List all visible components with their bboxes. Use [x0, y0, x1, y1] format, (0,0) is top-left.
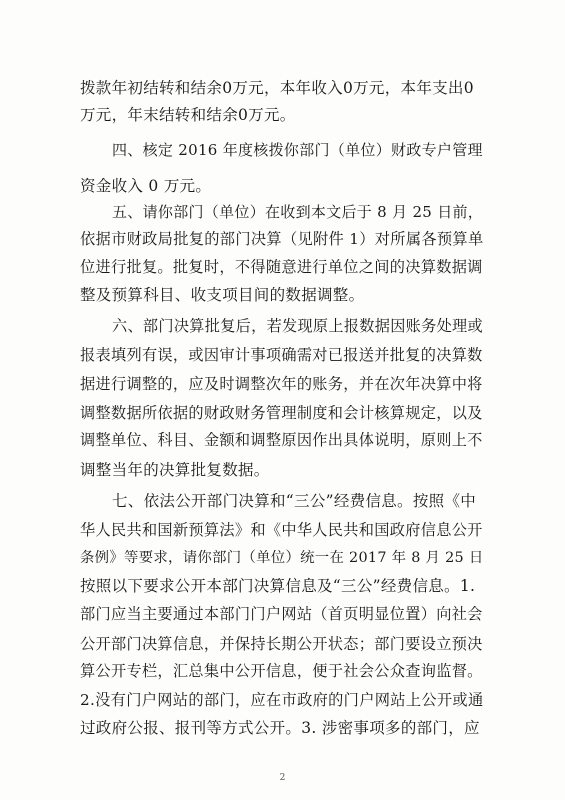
text-line: 调整数据所依据的财政财务管理制度和会计核算规定，以及 [80, 404, 483, 422]
text-line: 据进行调整的，应及时调整次年的账务，并在次年决算中将 [80, 375, 483, 393]
text-line: 公开部门决算信息，并保持长期公开状态；部门要设立预决 [80, 635, 483, 653]
text-line: 条例》等要求，请你部门（单位）统一在 2017 年 8 月 25 日 [80, 550, 484, 566]
text-line: 调整当年的决算批复数据。 [80, 461, 270, 479]
text-line: 依据市财政局批复的部门决算（见附件 1）对所属各预算单 [80, 230, 484, 248]
text-line: 四、核定 2016 年度核拨你部门（单位）财政专户管理 [112, 141, 483, 159]
text-line: 位进行批复。批复时，不得随意进行单位之间的决算数据调 [80, 258, 483, 276]
text-line: 华人民共和国新预算法》和《中华人民共和国政府信息公开 [80, 521, 483, 539]
text-line: 报表填列有误，或因审计事项确需对已报送并批复的决算数 [80, 346, 483, 364]
text-line: 整及预算科目、收支项目间的数据调整。 [80, 286, 365, 304]
text-line: 调整单位、科目、金额和调整原因作出具体说明，原则上不 [80, 431, 483, 449]
text-line: 万元，年末结转和结余0万元。 [80, 106, 296, 124]
text-line: 五、请你部门（单位）在收到本文后于 8 月 25 日前， [112, 203, 484, 221]
text-line: 过政府公报、报刊等方式公开。3. 涉密事项多的部门，应 [80, 719, 480, 737]
text-line: 六、部门决算批复后，若发现原上报数据因账务处理或 [112, 317, 483, 335]
text-line: 拨款年初结转和结余0万元，本年收入0万元，本年支出0 [80, 79, 474, 97]
text-line: 资金收入 0 万元。 [80, 177, 212, 195]
text-line: 七、依法公开部门决算和“三公”经费信息。按照《中 [112, 492, 477, 510]
text-line: 2.没有门户网站的部门，应在市政府的门户网站上公开或通 [80, 691, 484, 709]
text-line: 算公开专栏，汇总集中公开信息，便于社会公众查询监督。 [80, 662, 483, 680]
text-line: 按照以下要求公开本部门决算信息及“三公”经费信息。1. [80, 577, 476, 595]
text-line: 部门应当主要通过本部门门户网站（首页明显位置）向社会 [80, 605, 483, 623]
page-number: 2 [279, 773, 286, 783]
